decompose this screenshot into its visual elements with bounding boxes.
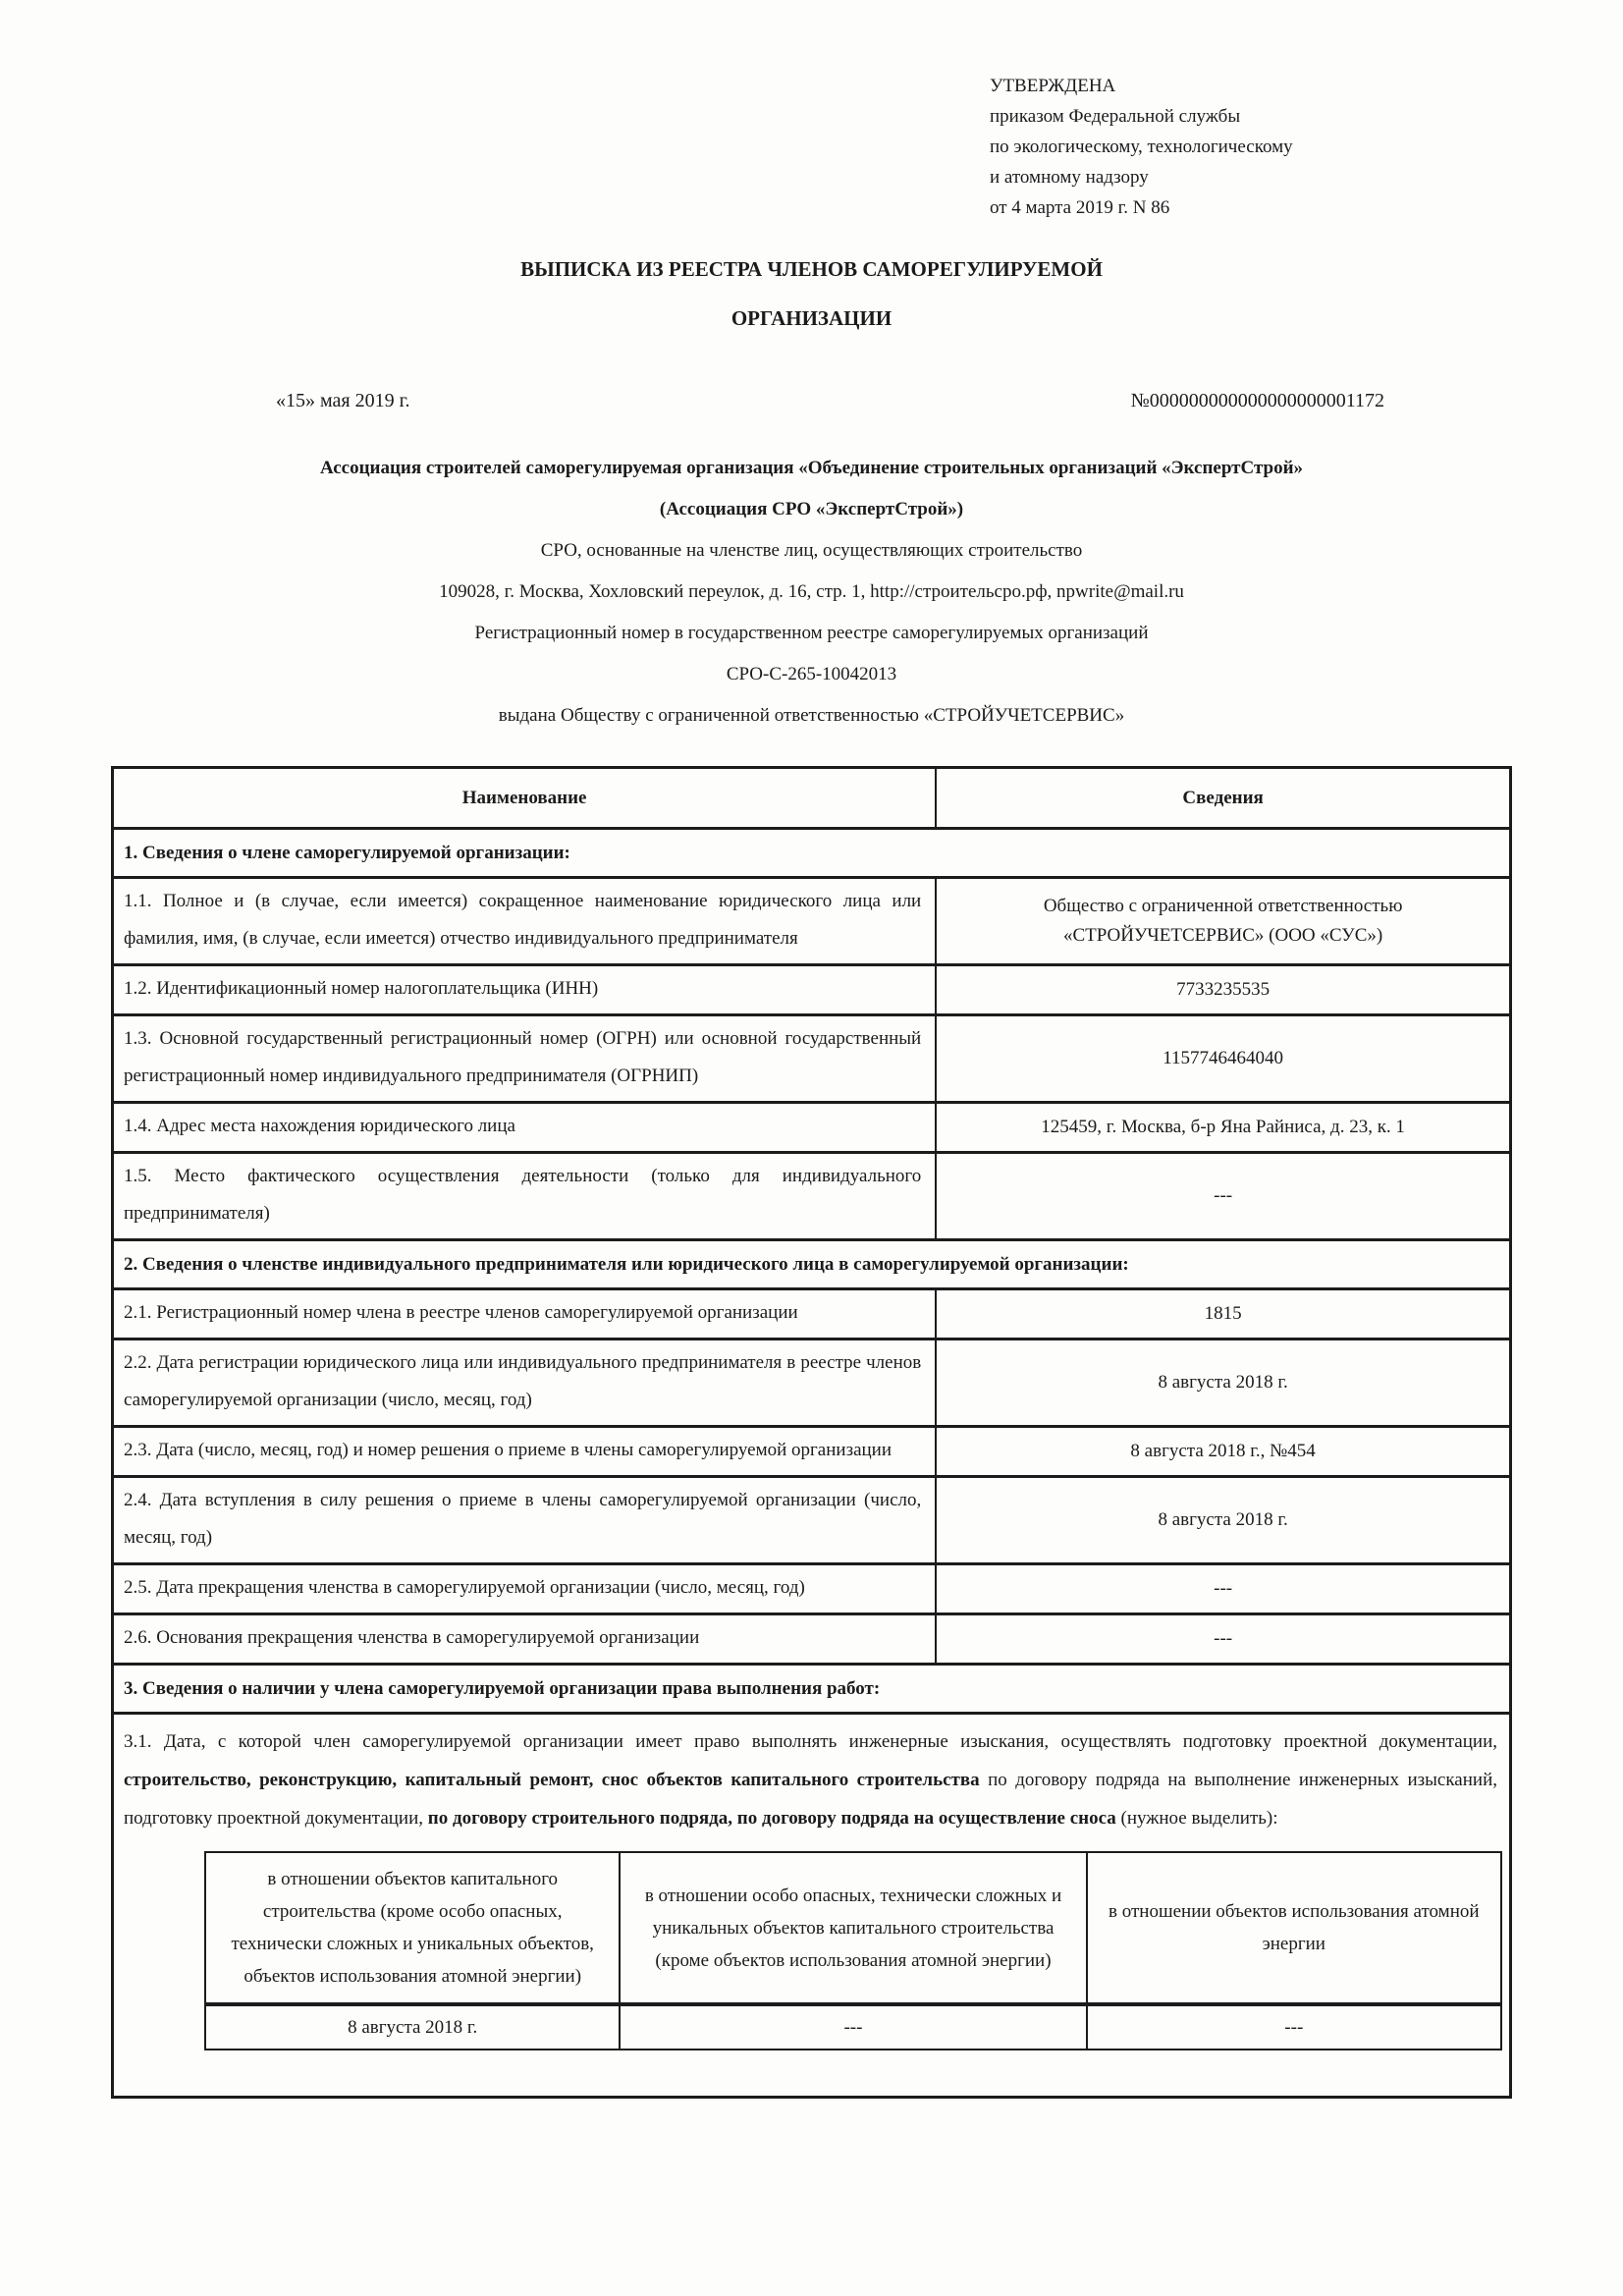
section-3-header-row [113, 1665, 1511, 1714]
reg-number-label: Регистрационный номер в государственном реестре саморегулируемых организаций [474, 623, 1149, 643]
row-3-1-cell [113, 1714, 1511, 2098]
work-rights-value-hazardous: --- [620, 2004, 1086, 2050]
page-title [0, 245, 1623, 343]
row-1-3-value: 1157746464040 [936, 1015, 1510, 1103]
work-rights-value-nuclear: --- [1087, 2004, 1501, 2050]
table-row-2-3 [113, 1427, 1511, 1477]
row-2-4-value: 8 августа 2018 г. [936, 1477, 1510, 1564]
column-header-name: Наименование [113, 768, 937, 829]
column-header-info: Сведения [936, 768, 1510, 829]
table-row-3-1 [113, 1714, 1511, 2098]
work-rights-value-general: 8 августа 2018 г. [205, 2004, 620, 2050]
table-row-1-3 [113, 1015, 1511, 1103]
work-rights-table [204, 1851, 1502, 2050]
clause-3-1-text-2: по договору подряда на выполнение инженерных изысканий, подготовку проектной документации, [124, 1770, 1497, 1829]
row-1-4-label: 1.4. Адрес места нахождения юридического лица [113, 1103, 937, 1153]
clause-3-1-bold-construction: строительство, реконструкцию, капитальный ремонт, снос объектов капитального строительства [124, 1770, 980, 1790]
table-row-2-6 [113, 1614, 1511, 1665]
registry-table [111, 766, 1512, 2099]
row-2-5-value: --- [936, 1564, 1510, 1614]
section-2-title: 2. Сведения о членстве индивидуального предпринимателя или юридического лица в саморегулируемой организации: [113, 1240, 1511, 1289]
org-type: СРО, основанные на членстве лиц, осуществляющих строительство [540, 540, 1083, 561]
section-1-header-row [113, 829, 1511, 878]
table-header-row [113, 768, 1511, 829]
table-row-2-4 [113, 1477, 1511, 1564]
org-name: Ассоциация строителей саморегулируемая организация «Объединение строительных организаций «ЭкспертСтрой» [319, 458, 1304, 478]
org-short-name: (Ассоциация СРО «ЭкспертСтрой») [659, 499, 964, 519]
work-rights-value-row [205, 2004, 1501, 2050]
row-2-1-value: 1815 [936, 1289, 1510, 1339]
row-1-1-value [936, 878, 1510, 965]
work-rights-header-general: в отношении объектов капитального строительства (кроме особо опасных, технически сложных и уникальных объектов, объектов использования атомной энергии) [205, 1852, 620, 2004]
org-address: 109028, г. Москва, Хохловский переулок, д. 16, стр. 1, http://строительсро.рф, npwrite@mail.ru [439, 581, 1184, 602]
reg-number: СРО-С-265-10042013 [726, 664, 897, 684]
table-row-1-4 [113, 1103, 1511, 1153]
clause-3-1-paragraph [124, 1722, 1497, 1837]
section-1-title: 1. Сведения о члене саморегулируемой организации: [113, 829, 1511, 878]
row-1-5-label: 1.5. Место фактического осуществления деятельности (только для индивидуального предпринимателя) [113, 1153, 937, 1240]
row-1-1-label: 1.1. Полное и (в случае, если имеется) сокращенное наименование юридического лица или фамилия, имя, (в случае, если имеется) отчество индивидуального предпринимателя [113, 878, 937, 965]
approval-line-1: УТВЕРЖДЕНА [990, 76, 1116, 96]
clause-3-1-bold-contracts: по договору строительного подряда, по договору подряда на осуществление сноса [427, 1808, 1116, 1829]
row-1-1-value-text: Общество с ограниченной ответственностью «СТРОЙУЧЕТСЕРВИС» (ООО «СУС») [1043, 896, 1403, 946]
row-2-6-label: 2.6. Основания прекращения членства в саморегулируемой организации [113, 1614, 937, 1665]
section-2-header-row [113, 1240, 1511, 1289]
row-2-3-value: 8 августа 2018 г., №454 [936, 1427, 1510, 1477]
section-3-title: 3. Сведения о наличии у члена саморегулируемой организации права выполнения работ: [113, 1665, 1511, 1714]
table-row-2-1 [113, 1289, 1511, 1339]
row-2-4-label: 2.4. Дата вступления в силу решения о приеме в члены саморегулируемой организации (число, месяц, год) [113, 1477, 937, 1564]
clause-3-1-text-3: (нужное выделить): [1115, 1808, 1278, 1829]
row-2-2-label: 2.2. Дата регистрации юридического лица или индивидуального предпринимателя в реестре членов саморегулируемой организации (число, месяц, год) [113, 1339, 937, 1427]
approval-line-4: и атомному надзору [990, 167, 1149, 188]
row-2-1-label: 2.1. Регистрационный номер члена в реестре членов саморегулируемой организации [113, 1289, 937, 1339]
table-row-1-5 [113, 1153, 1511, 1240]
table-row-1-2 [113, 965, 1511, 1015]
approval-line-3: по экологическому, технологическому [990, 137, 1293, 157]
row-1-2-label: 1.2. Идентификационный номер налогоплательщика (ИНН) [113, 965, 937, 1015]
row-1-5-value: --- [936, 1153, 1510, 1240]
table-row-2-2 [113, 1339, 1511, 1427]
table-row-1-1 [113, 878, 1511, 965]
row-2-2-value: 8 августа 2018 г. [936, 1339, 1510, 1427]
document-date: «15» мая 2019 г. [276, 390, 410, 411]
row-1-3-label: 1.3. Основной государственный регистрационный номер (ОГРН) или основной государственный регистрационный номер индивидуального предпринимателя (ОГРНИП) [113, 1015, 937, 1103]
work-rights-header-hazardous: в отношении особо опасных, технически сложных и уникальных объектов капитального строительства (кроме объектов использования атомной энергии) [620, 1852, 1086, 2004]
row-2-3-label: 2.3. Дата (число, месяц, год) и номер решения о приеме в члены саморегулируемой организации [113, 1427, 937, 1477]
approval-line-5: от 4 марта 2019 г. N 86 [990, 197, 1170, 218]
table-row-2-5 [113, 1564, 1511, 1614]
row-2-5-label: 2.5. Дата прекращения членства в саморегулируемой организации (число, месяц, год) [113, 1564, 937, 1614]
row-2-6-value: --- [936, 1614, 1510, 1665]
work-rights-header-row [205, 1852, 1501, 2004]
approval-line-2: приказом Федеральной службы [990, 106, 1241, 127]
row-1-4-value: 125459, г. Москва, б-р Яна Райниса, д. 23, к. 1 [936, 1103, 1510, 1153]
work-rights-header-nuclear: в отношении объектов использования атомной энергии [1087, 1852, 1501, 2004]
clause-3-1-text-1: 3.1. Дата, с которой член саморегулируемой организации имеет право выполнять инженерные изыскания, осуществлять подготовку проектной документации, [124, 1731, 1497, 1752]
issued-to: выдана Обществу с ограниченной ответственностью «СТРОЙУЧЕТСЕРВИС» [498, 705, 1125, 726]
row-1-2-value: 7733235535 [936, 965, 1510, 1015]
meta-row [276, 390, 1384, 412]
page-title-line-2: ОРГАНИЗАЦИИ [730, 306, 893, 330]
approval-block [990, 0, 1623, 223]
page-title-line-1: ВЫПИСКА ИЗ РЕЕСТРА ЧЛЕНОВ САМОРЕГУЛИРУЕМОЙ [520, 257, 1103, 281]
document-number: №000000000000000000001172 [1130, 390, 1384, 411]
